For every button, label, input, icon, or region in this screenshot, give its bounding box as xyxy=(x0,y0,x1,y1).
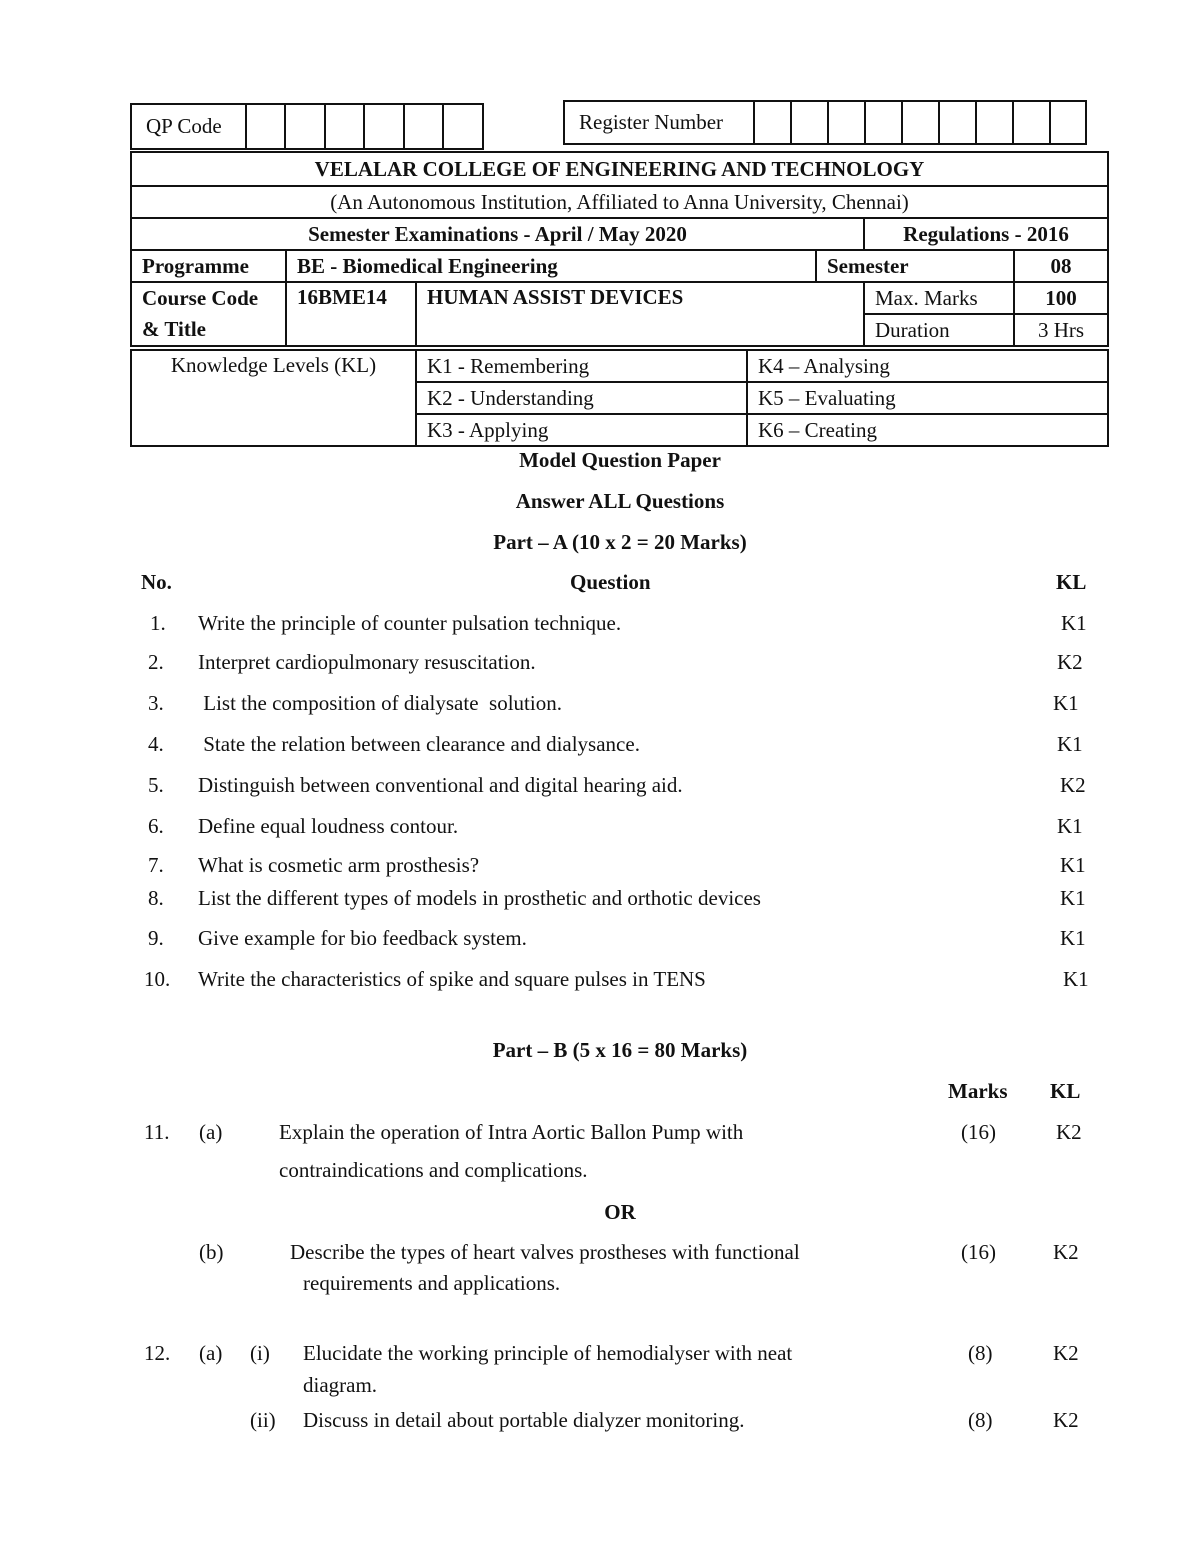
col-no-header: No. xyxy=(141,570,172,594)
question-kl: K1 xyxy=(1063,967,1089,991)
question-number: 10. xyxy=(144,967,171,991)
question-kl: K1 xyxy=(1060,853,1086,877)
sub-question-label: (a) xyxy=(199,1120,223,1144)
register-number-cell[interactable] xyxy=(940,102,977,143)
course-code-title-label xyxy=(131,282,286,346)
question-kl: K1 xyxy=(1060,926,1086,950)
question-marks: (16) xyxy=(961,1120,996,1144)
question-text-cont: contraindications and complications. xyxy=(279,1158,588,1182)
register-number-cell[interactable] xyxy=(977,102,1014,143)
question-text: Discuss in detail about portable dialyzer monitoring. xyxy=(303,1408,745,1432)
kl-k1: K1 - Remembering xyxy=(416,350,747,382)
col-kl-header-b: KL xyxy=(1050,1079,1081,1103)
question-kl: K1 xyxy=(1053,691,1079,715)
college-name: VELALAR COLLEGE OF ENGINEERING AND TECHNOLOGY xyxy=(131,152,1108,186)
question-text-cont: requirements and applications. xyxy=(303,1271,561,1295)
kl-k4: K4 – Analysing xyxy=(747,350,1108,382)
qp-code-cell[interactable] xyxy=(365,105,405,148)
question-text: Explain the operation of Intra Aortic Ballon Pump with xyxy=(279,1120,744,1144)
question-kl: K2 xyxy=(1057,650,1083,674)
qp-code-cell[interactable] xyxy=(286,105,326,148)
exam-session: Semester Examinations - April / May 2020 xyxy=(131,218,864,250)
answer-all-title: Answer ALL Questions xyxy=(515,489,725,513)
question-marks: (8) xyxy=(968,1341,993,1365)
or-divider: OR xyxy=(604,1200,636,1224)
question-number: 4. xyxy=(148,732,164,756)
question-text: What is cosmetic arm prosthesis? xyxy=(198,853,480,877)
programme-value: BE - Biomedical Engineering xyxy=(286,250,816,282)
qp-code-cell[interactable] xyxy=(326,105,366,148)
course-code-label: Course Code xyxy=(142,286,259,310)
register-number-cell[interactable] xyxy=(903,102,940,143)
max-marks-value: 100 xyxy=(1014,282,1108,314)
question-number: 1. xyxy=(150,611,166,635)
knowledge-levels-table xyxy=(130,349,1109,447)
question-kl: K2 xyxy=(1053,1341,1079,1365)
question-text: Distinguish between conventional and digital hearing aid. xyxy=(198,773,683,797)
question-number: 5. xyxy=(148,773,164,797)
max-marks-label: Max. Marks xyxy=(864,282,1014,314)
sub-question-label: (b) xyxy=(199,1240,224,1264)
col-marks-header: Marks xyxy=(948,1079,1008,1103)
register-number-box xyxy=(563,100,1087,145)
semester-value: 08 xyxy=(1014,250,1108,282)
question-number: 9. xyxy=(148,926,164,950)
programme-label: Programme xyxy=(131,250,286,282)
semester-label: Semester xyxy=(816,250,1014,282)
qp-code-label: QP Code xyxy=(132,105,247,148)
register-number-cell[interactable] xyxy=(755,102,792,143)
sub-part-label: (ii) xyxy=(250,1408,276,1432)
college-affiliation: (An Autonomous Institution, Affiliated to Anna University, Chennai) xyxy=(131,186,1108,218)
question-number: 12. xyxy=(144,1341,171,1365)
question-text: Give example for bio feedback system. xyxy=(198,926,527,950)
register-number-cell[interactable] xyxy=(829,102,866,143)
question-kl: K1 xyxy=(1057,814,1083,838)
qp-code-cell[interactable] xyxy=(444,105,482,148)
question-text: Define equal loudness contour. xyxy=(198,814,459,838)
model-question-paper-title: Model Question Paper xyxy=(519,448,721,472)
question-number: 8. xyxy=(148,886,164,910)
regulations: Regulations - 2016 xyxy=(864,218,1108,250)
question-number: 7. xyxy=(148,853,164,877)
sub-part-label: (i) xyxy=(250,1341,270,1365)
question-kl: K1 xyxy=(1060,886,1086,910)
question-marks: (16) xyxy=(961,1240,996,1264)
kl-k2: K2 - Understanding xyxy=(416,382,747,414)
question-text: List the different types of models in prosthetic and orthotic devices xyxy=(198,886,761,910)
question-number: 2. xyxy=(148,650,164,674)
qp-code-cell[interactable] xyxy=(247,105,287,148)
col-question-header: Question xyxy=(570,570,651,594)
register-number-cell[interactable] xyxy=(1014,102,1051,143)
question-kl: K2 xyxy=(1053,1408,1079,1432)
qp-code-cell[interactable] xyxy=(405,105,445,148)
question-kl: K1 xyxy=(1057,732,1083,756)
course-title: HUMAN ASSIST DEVICES xyxy=(416,282,864,346)
register-number-cell[interactable] xyxy=(1051,102,1085,143)
question-kl: K2 xyxy=(1060,773,1086,797)
register-number-cell[interactable] xyxy=(792,102,829,143)
question-number: 6. xyxy=(148,814,164,838)
question-text-cont: diagram. xyxy=(303,1373,378,1397)
knowledge-levels-label: Knowledge Levels (KL) xyxy=(131,350,416,446)
question-text: Describe the types of heart valves prostheses with functional xyxy=(290,1240,800,1264)
question-text: List the composition of dialysate solution. xyxy=(198,691,562,715)
qp-code-box xyxy=(130,103,484,150)
course-title-label: & Title xyxy=(142,317,206,341)
question-number: 3. xyxy=(148,691,164,715)
register-number-label: Register Number xyxy=(565,102,755,143)
question-text: Elucidate the working principle of hemodialyser with neat xyxy=(303,1341,793,1365)
question-text: Interpret cardiopulmonary resuscitation. xyxy=(198,650,536,674)
question-number: 11. xyxy=(144,1120,170,1144)
duration-value: 3 Hrs xyxy=(1014,314,1108,346)
part-a-title: Part – A (10 x 2 = 20 Marks) xyxy=(493,530,747,554)
kl-k6: K6 – Creating xyxy=(747,414,1108,446)
question-kl: K2 xyxy=(1056,1120,1082,1144)
duration-label: Duration xyxy=(864,314,1014,346)
kl-k3: K3 - Applying xyxy=(416,414,747,446)
kl-k5: K5 – Evaluating xyxy=(747,382,1108,414)
col-kl-header: KL xyxy=(1056,570,1087,594)
exam-header-table xyxy=(130,151,1109,347)
sub-question-label: (a) xyxy=(199,1341,223,1365)
question-text: State the relation between clearance and dialysance. xyxy=(198,732,640,756)
question-marks: (8) xyxy=(968,1408,993,1432)
question-kl: K1 xyxy=(1061,611,1087,635)
question-kl: K2 xyxy=(1053,1240,1079,1264)
course-code: 16BME14 xyxy=(286,282,416,346)
register-number-cell[interactable] xyxy=(866,102,903,143)
part-b-title: Part – B (5 x 16 = 80 Marks) xyxy=(492,1038,748,1062)
question-text: Write the characteristics of spike and square pulses in TENS xyxy=(198,967,706,991)
question-text: Write the principle of counter pulsation technique. xyxy=(198,611,622,635)
